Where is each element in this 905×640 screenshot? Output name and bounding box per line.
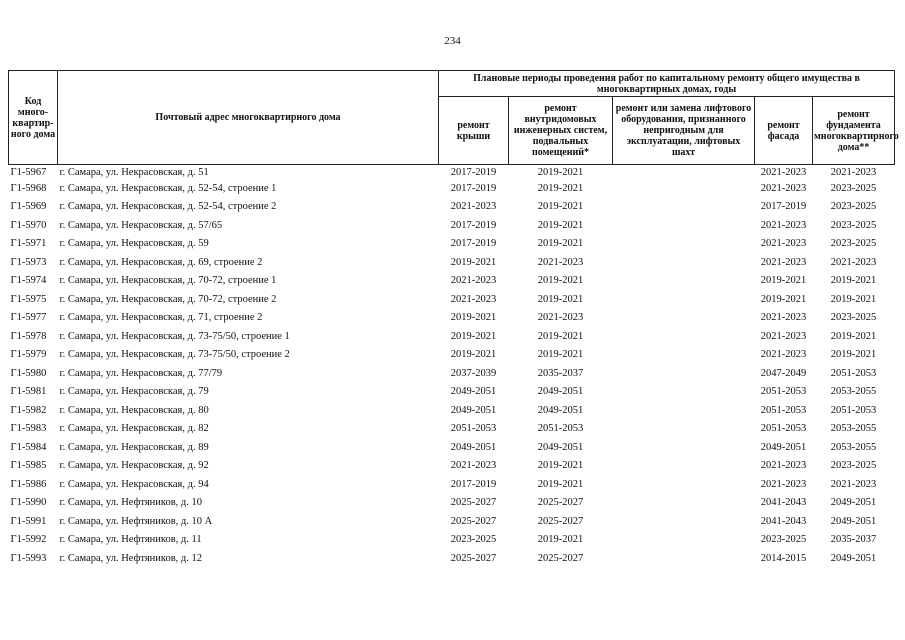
roof-cell: 2049-2051 (450, 404, 497, 416)
header-facade: ремонт фасада (755, 97, 813, 165)
table-row (9, 512, 895, 531)
elevator-cell (613, 401, 755, 420)
header-elevator: ремонт или замена лифтового оборудования, признанного непригодным для эксплуатации, лифтовых шахт (613, 97, 755, 165)
code-cell: Г1-5978 (10, 330, 47, 342)
facade-cell: 2017-2019 (760, 201, 807, 213)
roof-cell: 2037-2039 (450, 367, 497, 379)
table-row (9, 165, 895, 180)
systems-cell: 2025-2027 (537, 552, 584, 564)
table-row (9, 179, 895, 198)
roof-cell: 2025-2027 (450, 497, 497, 509)
foundation-cell: 2023-2025 (830, 238, 877, 250)
foundation-cell: 2035-2037 (830, 534, 877, 546)
address-cell: г. Самара, ул. Некрасовская, д. 57/65 (59, 219, 223, 231)
address-cell: г. Самара, ул. Нефтяников, д. 10 (59, 497, 203, 509)
systems-cell: 2049-2051 (537, 404, 584, 416)
address-cell: г. Самара, ул. Некрасовская, д. 73-75/50, строение 2 (59, 349, 290, 361)
table-row (9, 198, 895, 217)
elevator-cell (613, 438, 755, 457)
foundation-cell: 2023-2025 (830, 460, 877, 472)
facade-cell: 2021-2023 (760, 166, 807, 178)
foundation-cell: 2049-2051 (830, 515, 877, 527)
systems-cell: 2049-2051 (537, 441, 584, 453)
facade-cell: 2021-2023 (760, 460, 807, 472)
roof-cell: 2017-2019 (450, 182, 497, 194)
elevator-cell (613, 179, 755, 198)
elevator-cell (613, 216, 755, 235)
facade-cell: 2021-2023 (760, 478, 807, 490)
header-roof: ремонт крыши (439, 97, 509, 165)
foundation-cell: 2023-2025 (830, 312, 877, 324)
systems-cell: 2019-2021 (537, 293, 584, 305)
code-cell: Г1-5993 (10, 552, 47, 564)
systems-cell: 2051-2053 (537, 423, 584, 435)
table-row (9, 401, 895, 420)
table-row (9, 457, 895, 476)
table-row (9, 309, 895, 328)
roof-cell: 2049-2051 (450, 441, 497, 453)
table-row (9, 383, 895, 402)
address-cell: г. Самара, ул. Некрасовская, д. 77/79 (59, 367, 223, 379)
systems-cell: 2019-2021 (537, 330, 584, 342)
roof-cell: 2017-2019 (450, 166, 497, 178)
address-cell: г. Самара, ул. Некрасовская, д. 80 (59, 404, 209, 416)
table-row (9, 346, 895, 365)
code-cell: Г1-5982 (10, 404, 47, 416)
address-cell: г. Самара, ул. Некрасовская, д. 94 (59, 478, 209, 490)
roof-cell: 2019-2021 (450, 349, 497, 361)
elevator-cell (613, 290, 755, 309)
roof-cell: 2017-2019 (450, 238, 497, 250)
elevator-cell (613, 512, 755, 531)
elevator-cell (613, 346, 755, 365)
elevator-cell (613, 531, 755, 550)
code-cell: Г1-5971 (10, 238, 47, 250)
facade-cell: 2021-2023 (760, 349, 807, 361)
table-row (9, 216, 895, 235)
elevator-cell (613, 165, 755, 180)
facade-cell: 2014-2015 (760, 552, 807, 564)
table-row (9, 494, 895, 513)
page-number: 234 (444, 35, 461, 47)
roof-cell: 2019-2021 (450, 312, 497, 324)
foundation-cell: 2019-2021 (830, 349, 877, 361)
foundation-cell: 2051-2053 (830, 404, 877, 416)
systems-cell: 2019-2021 (537, 238, 584, 250)
address-cell: г. Самара, ул. Некрасовская, д. 70-72, строение 2 (59, 293, 277, 305)
repair-schedule-table (8, 70, 899, 568)
facade-cell: 2019-2021 (760, 293, 807, 305)
systems-cell: 2019-2021 (537, 478, 584, 490)
elevator-cell (613, 309, 755, 328)
code-cell: Г1-5970 (10, 219, 47, 231)
elevator-cell (613, 383, 755, 402)
foundation-cell: 2019-2021 (830, 330, 877, 342)
facade-cell: 2051-2053 (760, 386, 807, 398)
systems-cell: 2019-2021 (537, 275, 584, 287)
roof-cell: 2023-2025 (450, 534, 497, 546)
table-row (9, 253, 895, 272)
elevator-cell (613, 327, 755, 346)
foundation-cell: 2023-2025 (830, 219, 877, 231)
roof-cell: 2019-2021 (450, 330, 497, 342)
code-cell: Г1-5991 (10, 515, 47, 527)
roof-cell: 2021-2023 (450, 201, 497, 213)
roof-cell: 2025-2027 (450, 552, 497, 564)
code-cell: Г1-5977 (10, 312, 47, 324)
elevator-cell (613, 235, 755, 254)
facade-cell: 2021-2023 (760, 182, 807, 194)
elevator-cell (613, 420, 755, 439)
systems-cell: 2019-2021 (537, 201, 584, 213)
table-row (9, 364, 895, 383)
address-cell: г. Самара, ул. Некрасовская, д. 70-72, строение 1 (59, 275, 277, 287)
code-cell: Г1-5975 (10, 293, 47, 305)
systems-cell: 2025-2027 (537, 497, 584, 509)
table-row (9, 531, 895, 550)
address-cell: г. Самара, ул. Нефтяников, д. 11 (59, 534, 202, 546)
header-periods: Плановые периоды проведения работ по капитальному ремонту общего имущества в многоквартирных домах, годы (439, 71, 895, 97)
address-cell: г. Самара, ул. Некрасовская, д. 79 (59, 386, 209, 398)
foundation-cell: 2019-2021 (830, 275, 877, 287)
code-cell: Г1-5973 (10, 256, 47, 268)
facade-cell: 2021-2023 (760, 330, 807, 342)
address-cell: г. Самара, ул. Некрасовская, д. 59 (59, 238, 209, 250)
elevator-cell (613, 198, 755, 217)
header-code: Код много-квартир-ного дома (9, 71, 58, 165)
foundation-cell: 2053-2055 (830, 386, 877, 398)
code-cell: Г1-5974 (10, 275, 47, 287)
header-systems: ремонт внутридомовых инженерных систем, подвальных помещений* (509, 97, 613, 165)
address-cell: г. Самара, ул. Некрасовская, д. 92 (59, 460, 209, 472)
facade-cell: 2047-2049 (760, 367, 807, 379)
foundation-cell: 2049-2051 (830, 552, 877, 564)
foundation-cell: 2049-2051 (830, 497, 877, 509)
elevator-cell (613, 253, 755, 272)
systems-cell: 2019-2021 (537, 182, 584, 194)
foundation-cell: 2021-2023 (830, 478, 877, 490)
code-cell: Г1-5981 (10, 386, 47, 398)
table-body (9, 165, 895, 568)
systems-cell: 2035-2037 (537, 367, 584, 379)
roof-cell: 2017-2019 (450, 219, 497, 231)
facade-cell: 2051-2053 (760, 423, 807, 435)
table-row (9, 475, 895, 494)
code-cell: Г1-5967 (10, 166, 47, 178)
table-row (9, 327, 895, 346)
table-row (9, 235, 895, 254)
foundation-cell: 2053-2055 (830, 423, 877, 435)
table-row (9, 420, 895, 439)
systems-cell: 2019-2021 (537, 460, 584, 472)
code-cell: Г1-5968 (10, 182, 47, 194)
code-cell: Г1-5983 (10, 423, 47, 435)
elevator-cell (613, 272, 755, 291)
roof-cell: 2021-2023 (450, 275, 497, 287)
header-address: Почтовый адрес многоквартирного дома (58, 71, 439, 165)
systems-cell: 2019-2021 (537, 219, 584, 231)
facade-cell: 2049-2051 (760, 441, 807, 453)
address-cell: г. Самара, ул. Некрасовская, д. 71, строение 2 (59, 312, 263, 324)
address-cell: г. Самара, ул. Некрасовская, д. 52-54, строение 2 (59, 201, 277, 213)
foundation-cell: 2051-2053 (830, 367, 877, 379)
elevator-cell (613, 457, 755, 476)
address-cell: г. Самара, ул. Некрасовская, д. 73-75/50, строение 1 (59, 330, 290, 342)
code-cell: Г1-5986 (10, 478, 47, 490)
facade-cell: 2021-2023 (760, 219, 807, 231)
table-row (9, 549, 895, 568)
foundation-cell: 2023-2025 (830, 201, 877, 213)
address-cell: г. Самара, ул. Некрасовская, д. 52-54, строение 1 (59, 182, 277, 194)
facade-cell: 2041-2043 (760, 497, 807, 509)
code-cell: Г1-5992 (10, 534, 47, 546)
roof-cell: 2051-2053 (450, 423, 497, 435)
roof-cell: 2021-2023 (450, 293, 497, 305)
systems-cell: 2021-2023 (537, 312, 584, 324)
foundation-cell: 2053-2055 (830, 441, 877, 453)
code-cell: Г1-5979 (10, 349, 47, 361)
address-cell: г. Самара, ул. Некрасовская, д. 51 (59, 166, 209, 178)
elevator-cell (613, 549, 755, 568)
foundation-cell: 2019-2021 (830, 293, 877, 305)
address-cell: г. Самара, ул. Некрасовская, д. 82 (59, 423, 209, 435)
facade-cell: 2021-2023 (760, 238, 807, 250)
facade-cell: 2021-2023 (760, 256, 807, 268)
address-cell: г. Самара, ул. Некрасовская, д. 69, строение 2 (59, 256, 263, 268)
facade-cell: 2023-2025 (760, 534, 807, 546)
elevator-cell (613, 364, 755, 383)
systems-cell: 2049-2051 (537, 386, 584, 398)
facade-cell: 2041-2043 (760, 515, 807, 527)
facade-cell: 2021-2023 (760, 312, 807, 324)
table-row (9, 290, 895, 309)
address-cell: г. Самара, ул. Нефтяников, д. 12 (59, 552, 203, 564)
roof-cell: 2017-2019 (450, 478, 497, 490)
table-row (9, 272, 895, 291)
code-cell: Г1-5984 (10, 441, 47, 453)
code-cell: Г1-5980 (10, 367, 47, 379)
systems-cell: 2019-2021 (537, 349, 584, 361)
roof-cell: 2021-2023 (450, 460, 497, 472)
roof-cell: 2019-2021 (450, 256, 497, 268)
address-cell: г. Самара, ул. Некрасовская, д. 89 (59, 441, 209, 453)
elevator-cell (613, 494, 755, 513)
roof-cell: 2049-2051 (450, 386, 497, 398)
code-cell: Г1-5990 (10, 497, 47, 509)
systems-cell: 2019-2021 (537, 534, 584, 546)
systems-cell: 2021-2023 (537, 256, 584, 268)
systems-cell: 2019-2021 (537, 166, 584, 178)
code-cell: Г1-5969 (10, 201, 47, 213)
foundation-cell: 2021-2023 (830, 256, 877, 268)
code-cell: Г1-5985 (10, 460, 47, 472)
systems-cell: 2025-2027 (537, 515, 584, 527)
table-row (9, 438, 895, 457)
foundation-cell: 2021-2023 (830, 166, 877, 178)
foundation-cell: 2023-2025 (830, 182, 877, 194)
elevator-cell (613, 475, 755, 494)
header-foundation: ремонт фундамента многоквартирного дома** (813, 97, 895, 165)
facade-cell: 2019-2021 (760, 275, 807, 287)
roof-cell: 2025-2027 (450, 515, 497, 527)
facade-cell: 2051-2053 (760, 404, 807, 416)
address-cell: г. Самара, ул. Нефтяников, д. 10 А (59, 515, 213, 527)
